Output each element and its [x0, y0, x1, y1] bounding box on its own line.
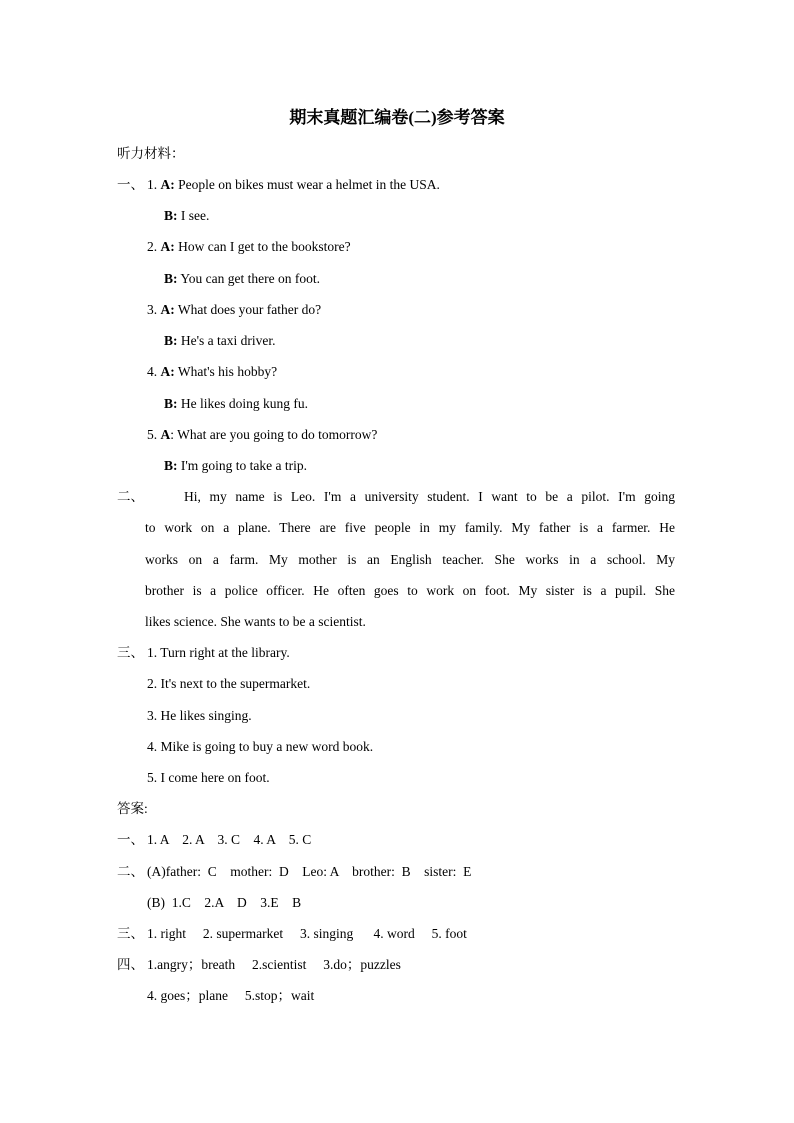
- speaker-a-label: A:: [160, 177, 175, 192]
- dialogue-text: You can get there on foot.: [180, 271, 320, 286]
- dialogue-5-b: [164, 457, 307, 475]
- dialogue-text: What's his hobby?: [177, 364, 278, 379]
- passage-line-2: to work on a plane. There are five people in my family. My father is a farmer. He: [145, 520, 675, 535]
- speaker-b-label: B:: [164, 458, 178, 473]
- dialogue-2-a: [147, 238, 351, 256]
- dialogue-5-a: [147, 426, 377, 444]
- answers-heading: 答案:: [117, 801, 148, 816]
- dialogue-4-a: [147, 363, 277, 381]
- section-3-item: 3. He likes singing.: [147, 708, 252, 723]
- section-3-item: 2. It's next to the supermarket.: [147, 676, 311, 691]
- dialogue-num: 1.: [147, 177, 158, 192]
- passage-line-3: works on a farm. My mother is an English teacher. She works in a school. My: [145, 552, 675, 567]
- answer-3-text: 1. right 2. supermarket 3. singing 4. word 5. foot: [147, 926, 467, 941]
- answer-3-marker: 三、: [117, 926, 144, 941]
- dialogue-num: 5.: [147, 427, 158, 442]
- speaker-a-label: A: [160, 427, 171, 442]
- dialogue-num: 2.: [147, 239, 158, 254]
- section-2-marker: 二、: [117, 489, 144, 504]
- dialogue-3-b: [164, 332, 276, 350]
- speaker-a-label: A:: [160, 239, 175, 254]
- answer-1-marker: 一、: [117, 832, 144, 847]
- dialogue-num: 4.: [147, 364, 158, 379]
- speaker-b-label: B:: [164, 208, 178, 223]
- dialogue-text: I'm going to take a trip.: [180, 458, 308, 473]
- answer-2-marker: 二、: [117, 864, 144, 879]
- dialogue-text: He likes doing kung fu.: [180, 396, 308, 411]
- dialogue-num: 3.: [147, 302, 158, 317]
- answer-4-line-1: 1.angry；breath 2.scientist 3.do；puzzles: [147, 957, 401, 972]
- dialogue-text: What does your father do?: [177, 302, 322, 317]
- answer-4-marker: 四、: [117, 957, 144, 972]
- passage-line-1: Hi, my name is Leo. I'm a university student. I want to be a pilot. I'm going: [184, 489, 675, 504]
- speaker-a-label: A:: [160, 364, 175, 379]
- dialogue-text: I see.: [180, 208, 210, 223]
- section-3-item: 4. Mike is going to buy a new word book.: [147, 739, 374, 754]
- speaker-b-label: B:: [164, 396, 178, 411]
- listening-heading: 听力材料：: [117, 146, 185, 161]
- page-title: 期末真题汇编卷(二)参考答案: [289, 108, 505, 127]
- speaker-a-label: A:: [160, 302, 175, 317]
- dialogue-2-b: [164, 270, 320, 288]
- dialogue-1-a: [147, 176, 440, 194]
- answer-1-text: 1. A 2. A 3. C 4. A 5. C: [147, 832, 312, 847]
- dialogue-text: He's a taxi driver.: [180, 333, 276, 348]
- passage-line-5: likes science. She wants to be a scientist.: [145, 614, 366, 629]
- section-1-marker: 一、: [117, 177, 144, 192]
- dialogue-1-b: [164, 207, 209, 225]
- dialogue-text: How can I get to the bookstore?: [178, 239, 351, 254]
- section-3-marker: 三、: [117, 645, 144, 660]
- speaker-b-label: B:: [164, 333, 178, 348]
- dialogue-4-b: [164, 395, 308, 413]
- section-3-item: 1. Turn right at the library.: [147, 645, 290, 660]
- dialogue-3-a: [147, 301, 321, 319]
- speaker-b-label: B:: [164, 271, 178, 286]
- answer-4-line-2: 4. goes；plane 5.stop；wait: [147, 988, 315, 1003]
- passage-line-4: brother is a police officer. He often goes to work on foot. My sister is a pupil. She: [145, 583, 675, 598]
- answer-2-line-a: (A)father: C mother: D Leo: A brother: B sister: E: [147, 864, 472, 879]
- dialogue-text: People on bikes must wear a helmet in the USA.: [178, 177, 440, 192]
- dialogue-text: : What are you going to do tomorrow?: [170, 427, 378, 442]
- section-3-item: 5. I come here on foot.: [147, 770, 270, 785]
- answer-2-line-b: (B) 1.C 2.A D 3.E B: [147, 895, 302, 910]
